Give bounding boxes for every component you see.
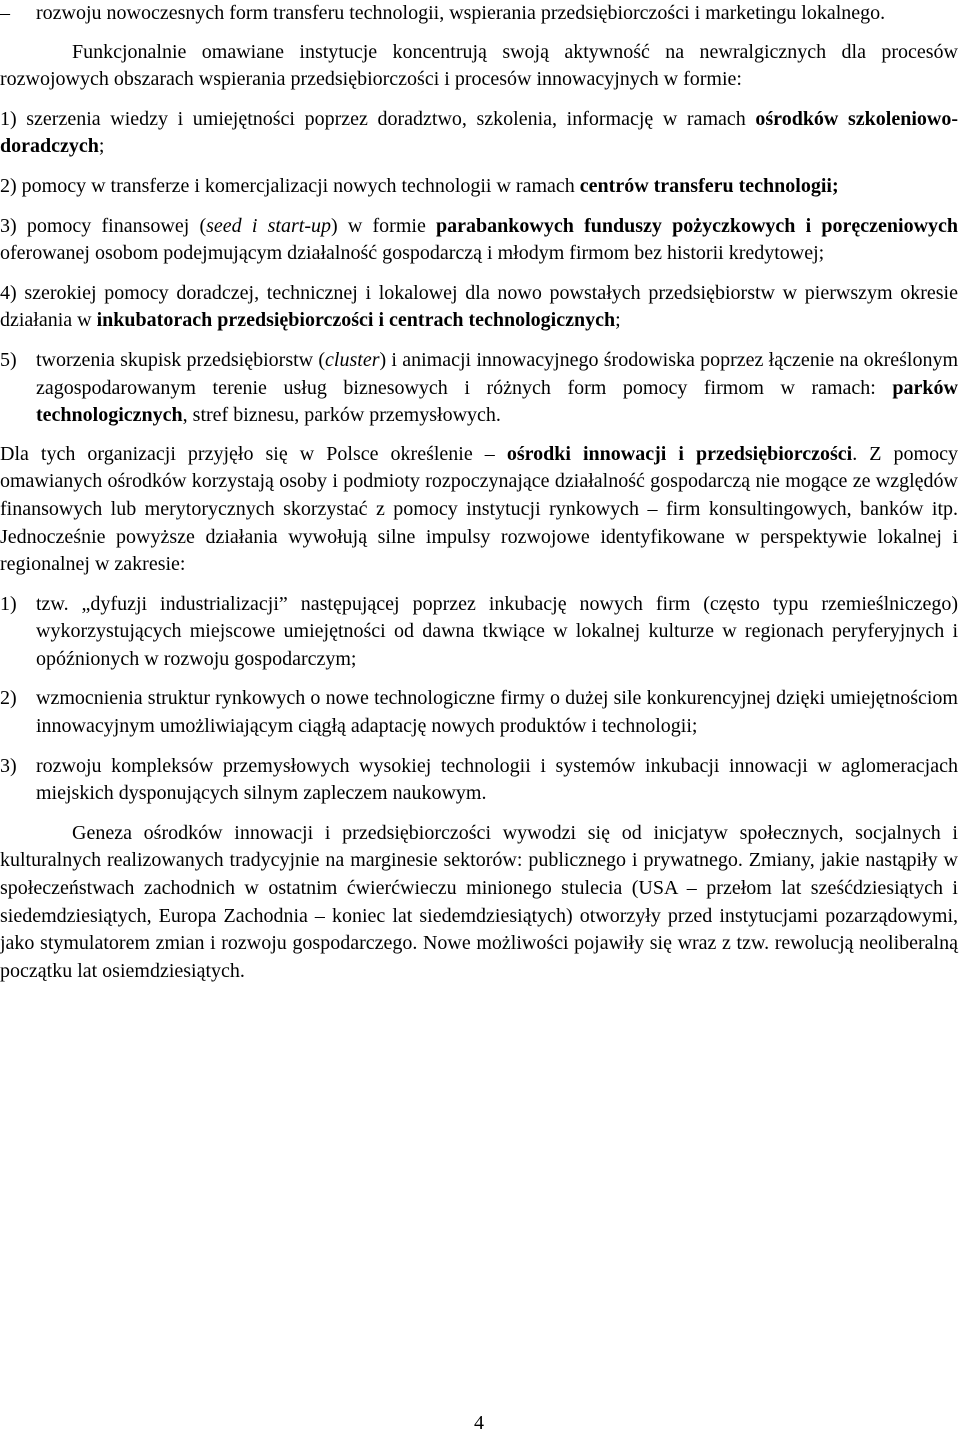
list2-item-3-text: rozwoju kompleksów przemysłowych wysokiej technologii i systemów inkubacji innowacji w aglomeracjach miejskich dysponujących silnym zapleczem naukowym. bbox=[36, 754, 958, 805]
paragraph-2: Dla tych organizacji przyjęło się w Polsce określenie – ośrodki innowacji i przedsiębiorczości. Z pomocy omawianych ośrodków korzystają osoby i podmioty rozpoczynające działalność gospodarczą nie mogące ze względów finansowych lub merytorycznych skorzystać z pomocy instytucji rynkowych – firm konsultingowych, banków itp. Jednocześnie powyższe działania wywołują silne impulsy rozwojowe identyfikowane w perspektywie lokalnej i regionalnej w zakresie: bbox=[0, 442, 958, 576]
list1-item-3: 3) pomocy finansowej (seed i start-up) w formie parabankowych funduszy pożyczkowych i poręczeniowych oferowanej osobom podejmującym działalność gospodarczą i młodym firmom bez historii kredytowej; bbox=[0, 214, 959, 265]
dash-item-text: rozwoju nowoczesnych form transferu technologii, wspierania przedsiębiorczości i marketingu lokalnego. bbox=[36, 2, 886, 24]
list1-item-2: 2) pomocy w transferze i komercjalizacji nowych technologii w ramach centrów transferu technologii; bbox=[0, 174, 839, 197]
list1-item-1: 1) szerzenia wiedzy i umiejętności poprzez doradztwo, szkolenia, informację w ramach ośrodków szkoleniowo-doradczych; bbox=[0, 107, 958, 158]
list2-item-2 bbox=[0, 685, 958, 740]
list1-item-5-text: tworzenia skupisk przedsiębiorstw (cluster) i animacji innowacyjnego środowiska poprzez łączenie na określonym zagospodarowanym terenie usług biznesowych i różnych form pomocy firmom w ramach: parków technologicznych, stref biznesu, parków przemysłowych. bbox=[36, 348, 959, 427]
dash-list-item bbox=[0, 0, 958, 28]
list2-item-3 bbox=[0, 753, 958, 808]
list2-item-3-marker: 3) bbox=[0, 754, 17, 777]
list1-item-5-marker: 5) bbox=[0, 348, 17, 371]
list2-item-1-marker: 1) bbox=[0, 592, 17, 615]
list1-item-5 bbox=[0, 347, 958, 430]
page-number: 4 bbox=[474, 1412, 484, 1434]
intro-paragraph: Funkcjonalnie omawiane instytucje koncentrują swoją aktywność na newralgicznych dla procesów rozwojowych obszarach wspierania przedsiębiorczości i procesów innowacyjnych w formie: bbox=[0, 40, 958, 91]
list2-item-1 bbox=[0, 591, 958, 674]
list1-item-4: 4) szerokiej pomocy doradczej, technicznej i lokalowej dla nowo powstałych przedsiębiorstw w pierwszym okresie działania w inkubatorach przedsiębiorczości i centrach technologicznych; bbox=[0, 281, 958, 332]
list2-item-2-marker: 2) bbox=[0, 687, 17, 710]
paragraph-3: Geneza ośrodków innowacji i przedsiębiorczości wywodzi się od inicjatyw społecznych, socjalnych i kulturalnych realizowanych tradycyjnie na marginesie sektorów: publicznego i prywatnego. Zmiany, jakie nastąpiły w społeczeństwach zachodnich w ostatnim ćwierćwieczu minionego stulecia (USA – przełom lat sześćdziesiątych i siedemdziesiątych, Europa Zachodnia – koniec lat siedemdziesiątych) otworzyły przed instytucjami pozarządowymi, jako stymulatorem zmian i rozwoju gospodarczego. Nowe możliwości pojawiły się wraz z tzw. rewolucją neoliberalną początku lat osiemdziesiątych. bbox=[0, 821, 958, 982]
dash-marker: – bbox=[0, 2, 10, 24]
list2-item-1-text: tzw. „dyfuzji industrializacji” następującej poprzez inkubację nowych firm (często typu rzemieślniczego) wykorzystujących miejscowe umiejętności od dawna tkwiące w lokalnej kulturze w regionach peryferyjnych i opóźnionych w rozwoju gospodarczym; bbox=[36, 592, 958, 670]
list2-item-2-text: wzmocnienia struktur rynkowych o nowe technologiczne firmy o dużej sile konkurencyjnej dzięki umiejętnościom innowacyjnym umożliwiającym ciągłą adaptację nowych produktów i technologii; bbox=[36, 687, 958, 738]
